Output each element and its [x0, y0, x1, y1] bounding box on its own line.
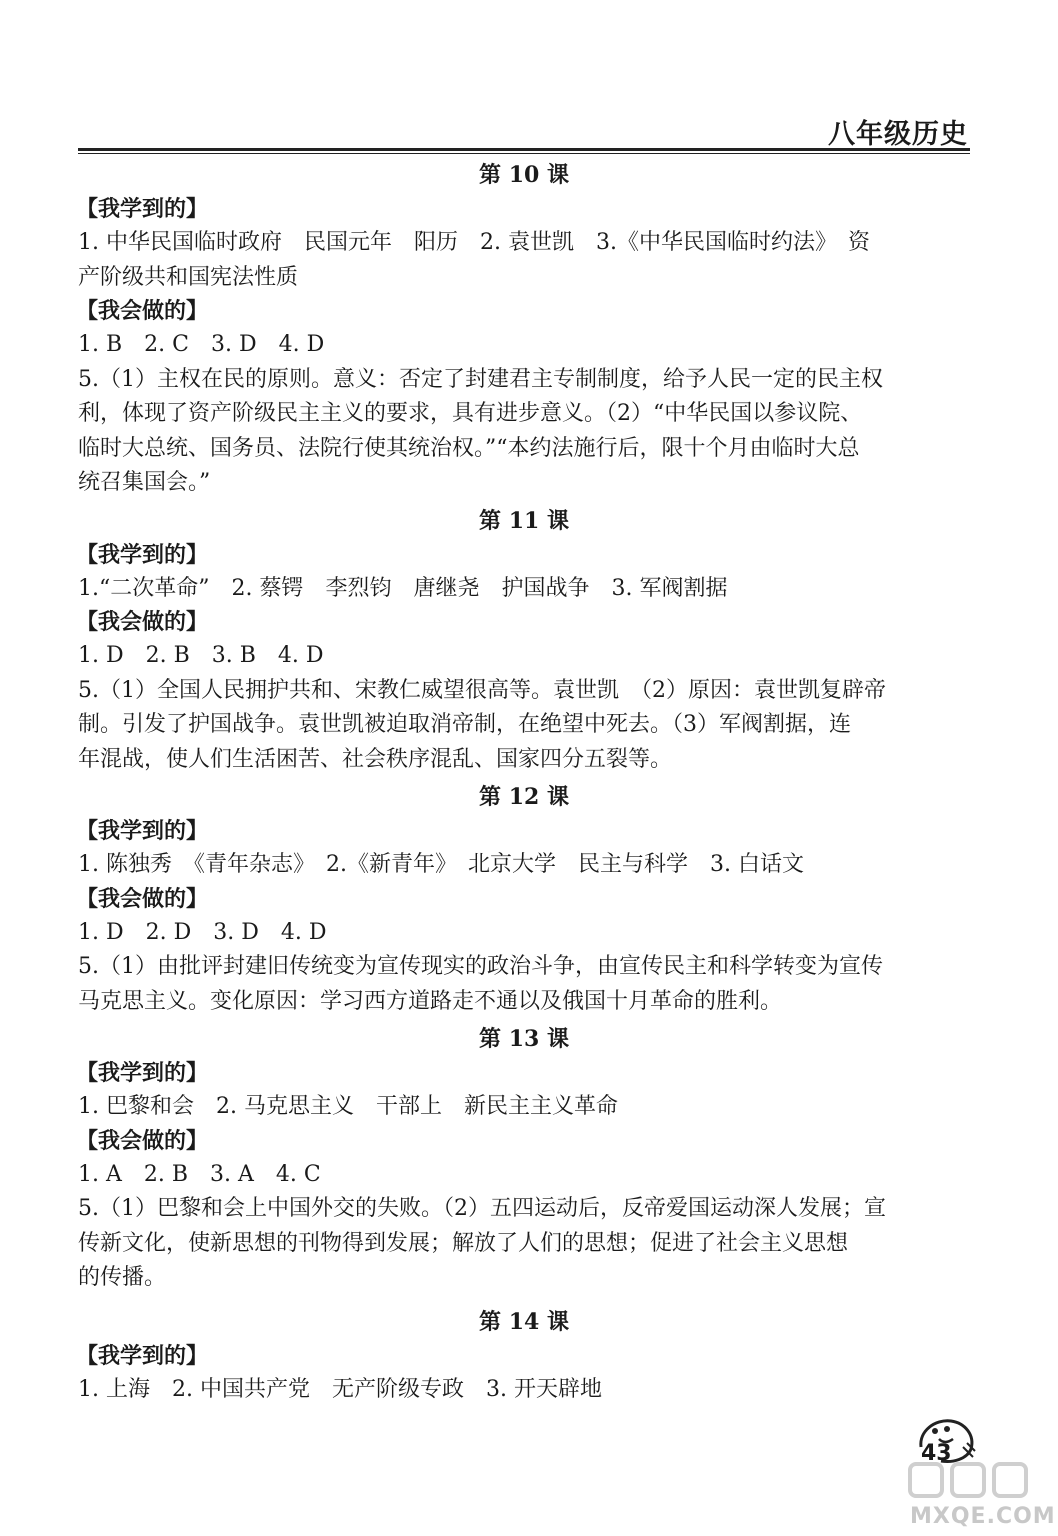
lesson-12 — [78, 779, 970, 1019]
lesson-14 — [78, 1304, 970, 1408]
watermark-text: MXQE.COM — [910, 1504, 1056, 1529]
section-learned-label: 【我学到的】 — [76, 818, 209, 844]
q5-line: 传新文化，使新思想的刊物得到发展；解放了人们的思想；促进了社会主义思想 — [78, 1230, 849, 1256]
q5-line: 马克思主义。变化原因：学习西方道路走不通以及俄国十月革命的胜利。 — [78, 988, 783, 1014]
section-learned-label: 【我学到的】 — [76, 1342, 209, 1369]
q5-line: 5.（1）巴黎和会上中国外交的失败。（2）五四运动后，反帝爱国运动深人发展；宣 — [78, 1196, 886, 1221]
lesson-title: 第 11 课 — [479, 507, 569, 534]
lesson-11 — [78, 503, 970, 778]
section-do-label: 【我会做的】 — [76, 298, 209, 324]
learned-line: 产阶级共和国宪法性质 — [78, 264, 299, 290]
header-rule — [78, 148, 970, 151]
q5-line: 利，体现了资产阶级民主主义的要求，具有进步意义。（2）“中华民国以参议院、 — [78, 401, 863, 426]
q5-line: 5.（1）全国人民拥护共和、宋教仁威望很高等。袁世凯 （2）原因：袁世凯复辟帝 — [78, 677, 886, 703]
q5-line: 统召集国会。” — [78, 470, 211, 495]
page-header-title: 八年级历史 — [828, 119, 968, 150]
section-learned-label: 【我学到的】 — [76, 541, 209, 568]
choice-answers: 1. A 2. B 3. A 4. C — [78, 1161, 321, 1187]
q5-line: 临时大总统、国务员、法院行使其统治权。”“本约法施行后，限十个月由临时大总 — [78, 435, 860, 461]
choice-answers: 1. D 2. D 3. D 4. D — [78, 919, 327, 945]
site-watermark — [880, 1460, 1056, 1530]
learned-line: 1. 上海 2. 中国共产党 无产阶级专政 3. 开天辟地 — [78, 1376, 602, 1402]
learned-line: 1. 中华民国临时政府 民国元年 阳历 2. 袁世凯 3.《中华民国临时约法》 资 — [78, 230, 870, 255]
learned-line: 1. 巴黎和会 2. 马克思主义 干部上 新民主主义革命 — [78, 1094, 618, 1119]
lesson-title: 第 14 课 — [479, 1308, 569, 1335]
section-learned-label: 【我学到的】 — [76, 196, 209, 222]
q5-line: 年混战，使人们生活困苦、社会秩序混乱、国家四分五裂等。 — [78, 746, 673, 772]
lesson-title: 第 10 课 — [479, 162, 569, 188]
learned-line: 1.“二次革命” 2. 蔡锷 李烈钧 唐继尧 护国战争 3. 军阀割据 — [78, 575, 728, 601]
section-do-label: 【我会做的】 — [76, 609, 209, 635]
watermark-logo-icon — [880, 1460, 1050, 1504]
q5-line: 的传播。 — [78, 1265, 167, 1290]
q5-line: 5.（1）主权在民的原则。意义：否定了封建君主专制制度，给予人民一定的民主权 — [78, 366, 883, 392]
learned-line: 1. 陈独秀 《青年杂志》 2.《新青年》 北京大学 民主与科学 3. 白话文 — [78, 852, 804, 877]
q5-line: 5.（1）由批评封建旧传统变为宣传现实的政治斗争，由宣传民主和科学转变为宣传 — [78, 954, 883, 979]
header-rule-thin — [78, 153, 970, 154]
choice-answers: 1. D 2. B 3. B 4. D — [78, 643, 324, 668]
section-learned-label: 【我学到的】 — [76, 1060, 209, 1086]
choice-answers: 1. B 2. C 3. D 4. D — [78, 332, 325, 357]
section-do-label: 【我会做的】 — [76, 885, 209, 912]
lesson-title: 第 13 课 — [479, 1026, 569, 1052]
q5-line: 制。引发了护国战争。袁世凯被迫取消帝制，在绝望中死去。（3）军阀割据，连 — [78, 712, 851, 737]
lesson-title: 第 12 课 — [479, 784, 569, 810]
page-number: 43 — [921, 1441, 952, 1466]
section-do-label: 【我会做的】 — [76, 1127, 209, 1154]
lesson-10 — [78, 157, 970, 501]
lesson-13 — [78, 1021, 970, 1296]
answer-content — [78, 155, 970, 1407]
